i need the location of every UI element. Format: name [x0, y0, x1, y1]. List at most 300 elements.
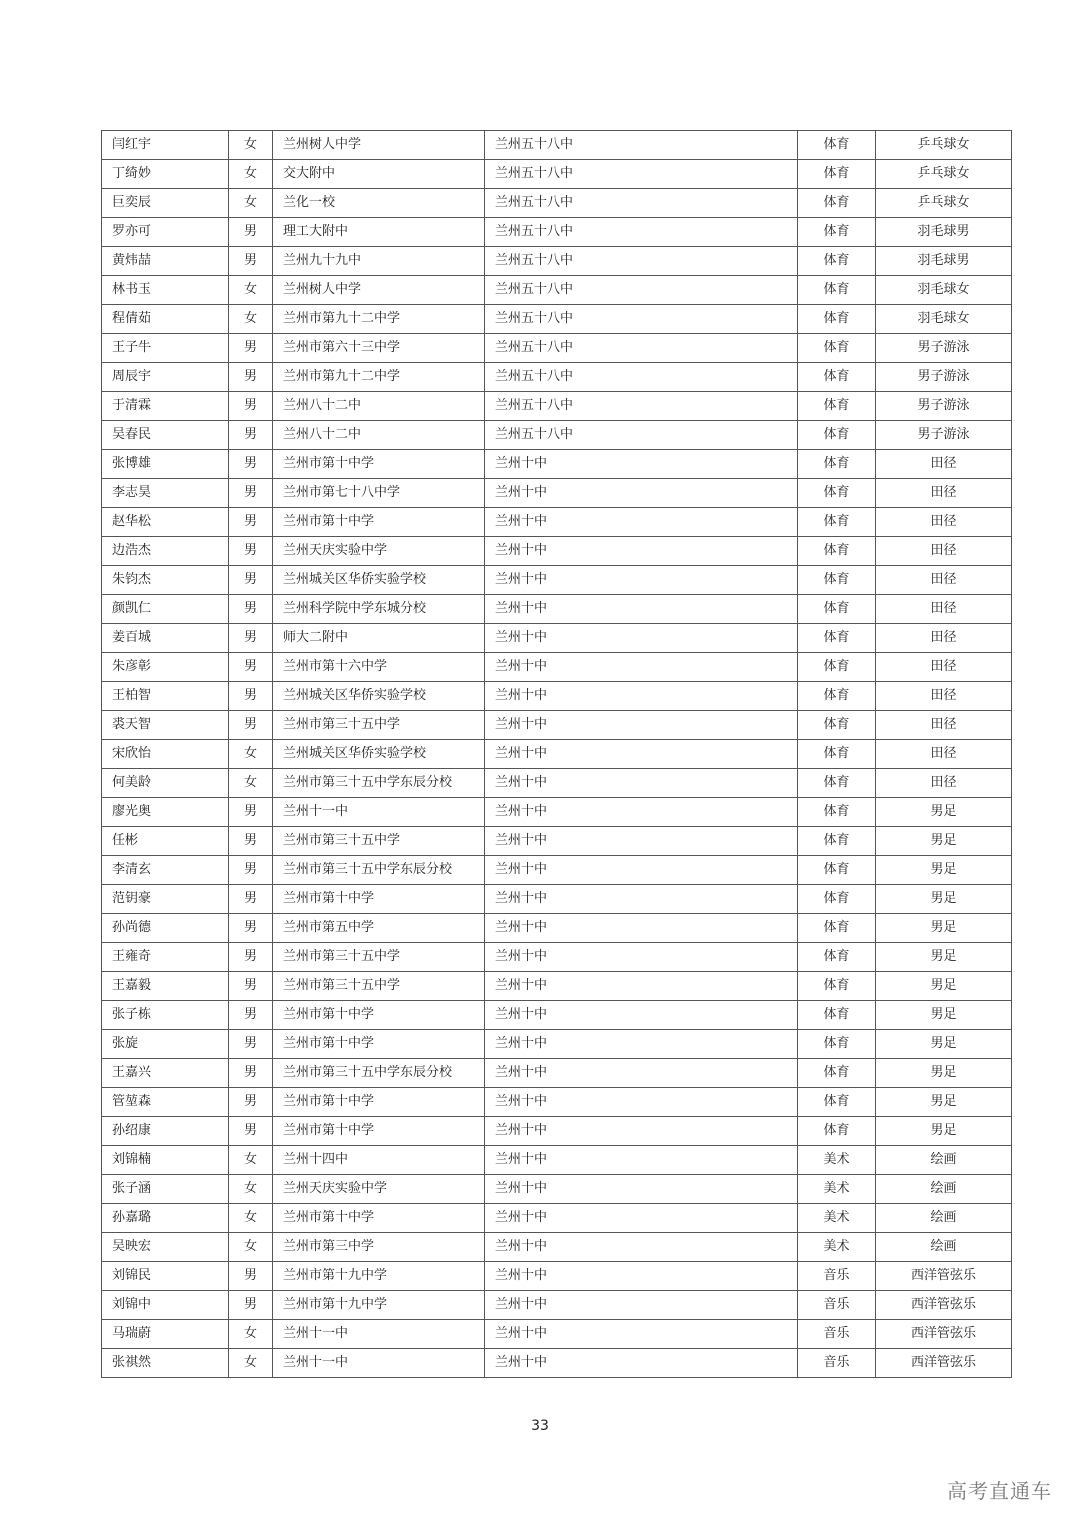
admitted-school-cell: 兰州十中	[485, 624, 798, 653]
origin-school-cell: 兰州市第三十五中学	[273, 972, 485, 1001]
gender-cell: 男	[229, 334, 273, 363]
origin-school-cell: 兰州市第三十五中学	[273, 827, 485, 856]
gender-cell: 男	[229, 856, 273, 885]
table-row	[102, 1349, 1012, 1378]
name-cell: 吴春民	[102, 421, 229, 450]
gender-cell: 女	[229, 1349, 273, 1378]
origin-school-cell: 兰州十一中	[273, 1349, 485, 1378]
specialty-cell: 田径	[876, 450, 1012, 479]
specialty-cell: 田径	[876, 479, 1012, 508]
name-cell: 马瑞蔚	[102, 1320, 229, 1349]
table-row	[102, 653, 1012, 682]
admitted-school-cell: 兰州十中	[485, 769, 798, 798]
origin-school-cell: 兰州市第三十五中学	[273, 943, 485, 972]
category-cell: 体育	[798, 682, 876, 711]
watermark-text: 高考直通车	[947, 1479, 1052, 1503]
category-cell: 体育	[798, 508, 876, 537]
gender-cell: 女	[229, 276, 273, 305]
table-row	[102, 856, 1012, 885]
origin-school-cell: 兰州树人中学	[273, 276, 485, 305]
table-row	[102, 1291, 1012, 1320]
gender-cell: 女	[229, 1320, 273, 1349]
origin-school-cell: 兰州市第十中学	[273, 450, 485, 479]
admitted-school-cell: 兰州十中	[485, 1001, 798, 1030]
name-cell: 闫红宇	[102, 131, 229, 160]
table-row	[102, 537, 1012, 566]
category-cell: 美术	[798, 1146, 876, 1175]
table-row	[102, 740, 1012, 769]
category-cell: 体育	[798, 1088, 876, 1117]
specialty-cell: 西洋管弦乐	[876, 1320, 1012, 1349]
admitted-school-cell: 兰州十中	[485, 653, 798, 682]
admitted-school-cell: 兰州十中	[485, 798, 798, 827]
admitted-school-cell: 兰州十中	[485, 1349, 798, 1378]
origin-school-cell: 兰州市第三中学	[273, 1233, 485, 1262]
specialty-cell: 田径	[876, 537, 1012, 566]
gender-cell: 男	[229, 682, 273, 711]
gender-cell: 男	[229, 247, 273, 276]
table-row	[102, 943, 1012, 972]
admitted-school-cell: 兰州十中	[485, 1262, 798, 1291]
specialty-cell: 羽毛球女	[876, 305, 1012, 334]
origin-school-cell: 兰化一校	[273, 189, 485, 218]
table-row	[102, 1059, 1012, 1088]
name-cell: 张旋	[102, 1030, 229, 1059]
table-row	[102, 1117, 1012, 1146]
origin-school-cell: 兰州市第五中学	[273, 914, 485, 943]
origin-school-cell: 兰州市第三十五中学东辰分校	[273, 1059, 485, 1088]
origin-school-cell: 兰州市第三十五中学东辰分校	[273, 769, 485, 798]
origin-school-cell: 兰州八十二中	[273, 392, 485, 421]
category-cell: 体育	[798, 653, 876, 682]
specialty-cell: 男足	[876, 1059, 1012, 1088]
specialty-cell: 田径	[876, 711, 1012, 740]
name-cell: 林书玉	[102, 276, 229, 305]
name-cell: 张子栋	[102, 1001, 229, 1030]
table-row	[102, 1146, 1012, 1175]
gender-cell: 男	[229, 624, 273, 653]
category-cell: 体育	[798, 1001, 876, 1030]
gender-cell: 男	[229, 885, 273, 914]
origin-school-cell: 兰州天庆实验中学	[273, 537, 485, 566]
gender-cell: 男	[229, 1059, 273, 1088]
name-cell: 丁绮妙	[102, 160, 229, 189]
table-row	[102, 624, 1012, 653]
origin-school-cell: 兰州十四中	[273, 1146, 485, 1175]
gender-cell: 男	[229, 508, 273, 537]
name-cell: 廖光奥	[102, 798, 229, 827]
gender-cell: 男	[229, 943, 273, 972]
gender-cell: 男	[229, 450, 273, 479]
name-cell: 管堃森	[102, 1088, 229, 1117]
origin-school-cell: 兰州城关区华侨实验学校	[273, 566, 485, 595]
category-cell: 体育	[798, 276, 876, 305]
gender-cell: 女	[229, 1233, 273, 1262]
origin-school-cell: 兰州八十二中	[273, 421, 485, 450]
table-row	[102, 189, 1012, 218]
admitted-school-cell: 兰州十中	[485, 450, 798, 479]
specialty-cell: 田径	[876, 740, 1012, 769]
name-cell: 刘锦楠	[102, 1146, 229, 1175]
admitted-school-cell: 兰州五十八中	[485, 218, 798, 247]
table-row	[102, 798, 1012, 827]
category-cell: 美术	[798, 1175, 876, 1204]
specialty-cell: 男足	[876, 1088, 1012, 1117]
origin-school-cell: 兰州九十九中	[273, 247, 485, 276]
table-row	[102, 682, 1012, 711]
table-row	[102, 885, 1012, 914]
category-cell: 体育	[798, 131, 876, 160]
admitted-school-cell: 兰州十中	[485, 682, 798, 711]
admitted-school-cell: 兰州五十八中	[485, 334, 798, 363]
origin-school-cell: 兰州市第三十五中学	[273, 711, 485, 740]
admitted-school-cell: 兰州十中	[485, 1320, 798, 1349]
gender-cell: 女	[229, 305, 273, 334]
table-row	[102, 160, 1012, 189]
gender-cell: 男	[229, 1088, 273, 1117]
category-cell: 音乐	[798, 1262, 876, 1291]
name-cell: 李志昊	[102, 479, 229, 508]
specialty-cell: 男足	[876, 798, 1012, 827]
name-cell: 王雍奇	[102, 943, 229, 972]
admitted-school-cell: 兰州五十八中	[485, 189, 798, 218]
admitted-school-cell: 兰州十中	[485, 1291, 798, 1320]
origin-school-cell: 兰州市第九十二中学	[273, 305, 485, 334]
origin-school-cell: 兰州市第十九中学	[273, 1291, 485, 1320]
category-cell: 美术	[798, 1233, 876, 1262]
name-cell: 张博雄	[102, 450, 229, 479]
origin-school-cell: 兰州十一中	[273, 1320, 485, 1349]
name-cell: 于清霖	[102, 392, 229, 421]
category-cell: 体育	[798, 943, 876, 972]
category-cell: 体育	[798, 247, 876, 276]
admitted-school-cell: 兰州十中	[485, 566, 798, 595]
table-row	[102, 450, 1012, 479]
specialty-cell: 乒乓球女	[876, 131, 1012, 160]
name-cell: 巨奕辰	[102, 189, 229, 218]
category-cell: 体育	[798, 450, 876, 479]
category-cell: 体育	[798, 1030, 876, 1059]
table-row	[102, 508, 1012, 537]
name-cell: 罗亦可	[102, 218, 229, 247]
specialty-cell: 男足	[876, 1117, 1012, 1146]
specialty-cell: 羽毛球男	[876, 247, 1012, 276]
admitted-school-cell: 兰州十中	[485, 972, 798, 1001]
specialty-cell: 田径	[876, 653, 1012, 682]
category-cell: 体育	[798, 885, 876, 914]
table-row	[102, 276, 1012, 305]
specialty-cell: 西洋管弦乐	[876, 1262, 1012, 1291]
table-row	[102, 595, 1012, 624]
table-row	[102, 1320, 1012, 1349]
name-cell: 黄炜喆	[102, 247, 229, 276]
specialty-cell: 羽毛球女	[876, 276, 1012, 305]
gender-cell: 男	[229, 1262, 273, 1291]
gender-cell: 女	[229, 1175, 273, 1204]
table-row	[102, 363, 1012, 392]
name-cell: 张祺然	[102, 1349, 229, 1378]
specialty-cell: 男子游泳	[876, 421, 1012, 450]
admitted-school-cell: 兰州十中	[485, 1088, 798, 1117]
gender-cell: 男	[229, 421, 273, 450]
origin-school-cell: 交大附中	[273, 160, 485, 189]
specialty-cell: 绘画	[876, 1204, 1012, 1233]
admitted-school-cell: 兰州十中	[485, 1204, 798, 1233]
category-cell: 体育	[798, 189, 876, 218]
specialty-cell: 男足	[876, 1001, 1012, 1030]
name-cell: 任彬	[102, 827, 229, 856]
gender-cell: 男	[229, 827, 273, 856]
gender-cell: 男	[229, 595, 273, 624]
table-row	[102, 1233, 1012, 1262]
name-cell: 孙尚德	[102, 914, 229, 943]
category-cell: 体育	[798, 827, 876, 856]
admitted-school-cell: 兰州五十八中	[485, 247, 798, 276]
gender-cell: 男	[229, 392, 273, 421]
specialty-cell: 男足	[876, 972, 1012, 1001]
gender-cell: 女	[229, 1146, 273, 1175]
category-cell: 体育	[798, 740, 876, 769]
gender-cell: 男	[229, 711, 273, 740]
specialty-cell: 男足	[876, 943, 1012, 972]
admitted-school-cell: 兰州五十八中	[485, 305, 798, 334]
origin-school-cell: 师大二附中	[273, 624, 485, 653]
name-cell: 朱彦彰	[102, 653, 229, 682]
category-cell: 体育	[798, 1059, 876, 1088]
origin-school-cell: 兰州市第十中学	[273, 885, 485, 914]
gender-cell: 男	[229, 653, 273, 682]
name-cell: 赵华松	[102, 508, 229, 537]
name-cell: 边浩杰	[102, 537, 229, 566]
table-row	[102, 827, 1012, 856]
origin-school-cell: 兰州市第七十八中学	[273, 479, 485, 508]
name-cell: 裘天智	[102, 711, 229, 740]
specialty-cell: 田径	[876, 595, 1012, 624]
origin-school-cell: 兰州市第三十五中学东辰分校	[273, 856, 485, 885]
table-row	[102, 1030, 1012, 1059]
gender-cell: 男	[229, 218, 273, 247]
admitted-school-cell: 兰州十中	[485, 1175, 798, 1204]
category-cell: 体育	[798, 595, 876, 624]
specialty-cell: 男足	[876, 856, 1012, 885]
specialty-cell: 男足	[876, 914, 1012, 943]
gender-cell: 男	[229, 914, 273, 943]
admitted-school-cell: 兰州五十八中	[485, 392, 798, 421]
category-cell: 美术	[798, 1204, 876, 1233]
table-row	[102, 711, 1012, 740]
origin-school-cell: 兰州市第六十三中学	[273, 334, 485, 363]
specialty-cell: 男足	[876, 827, 1012, 856]
category-cell: 体育	[798, 914, 876, 943]
name-cell: 孙绍康	[102, 1117, 229, 1146]
gender-cell: 男	[229, 1291, 273, 1320]
admitted-school-cell: 兰州十中	[485, 914, 798, 943]
category-cell: 体育	[798, 856, 876, 885]
origin-school-cell: 兰州市第十九中学	[273, 1262, 485, 1291]
admitted-school-cell: 兰州十中	[485, 740, 798, 769]
category-cell: 体育	[798, 218, 876, 247]
category-cell: 体育	[798, 334, 876, 363]
name-cell: 何美龄	[102, 769, 229, 798]
origin-school-cell: 兰州市第十中学	[273, 1117, 485, 1146]
table-row	[102, 131, 1012, 160]
specialty-cell: 男子游泳	[876, 334, 1012, 363]
table-row	[102, 769, 1012, 798]
specialty-cell: 田径	[876, 566, 1012, 595]
name-cell: 刘锦民	[102, 1262, 229, 1291]
category-cell: 体育	[798, 624, 876, 653]
name-cell: 王嘉兴	[102, 1059, 229, 1088]
table-row	[102, 421, 1012, 450]
category-cell: 体育	[798, 392, 876, 421]
origin-school-cell: 兰州市第十中学	[273, 1088, 485, 1117]
specialty-cell: 乒乓球女	[876, 160, 1012, 189]
name-cell: 宋欣怡	[102, 740, 229, 769]
admitted-school-cell: 兰州十中	[485, 885, 798, 914]
category-cell: 体育	[798, 479, 876, 508]
gender-cell: 女	[229, 740, 273, 769]
specialty-cell: 男子游泳	[876, 363, 1012, 392]
admitted-school-cell: 兰州十中	[485, 1117, 798, 1146]
admitted-school-cell: 兰州五十八中	[485, 131, 798, 160]
origin-school-cell: 兰州市第十中学	[273, 508, 485, 537]
name-cell: 王柏智	[102, 682, 229, 711]
name-cell: 范钥豪	[102, 885, 229, 914]
specialty-cell: 绘画	[876, 1175, 1012, 1204]
gender-cell: 女	[229, 769, 273, 798]
category-cell: 体育	[798, 769, 876, 798]
table-row	[102, 1001, 1012, 1030]
category-cell: 体育	[798, 305, 876, 334]
gender-cell: 男	[229, 363, 273, 392]
origin-school-cell: 兰州树人中学	[273, 131, 485, 160]
admitted-school-cell: 兰州十中	[485, 856, 798, 885]
specialty-cell: 田径	[876, 624, 1012, 653]
origin-school-cell: 兰州十一中	[273, 798, 485, 827]
gender-cell: 男	[229, 1001, 273, 1030]
specialty-cell: 乒乓球女	[876, 189, 1012, 218]
table-row	[102, 914, 1012, 943]
table-row	[102, 247, 1012, 276]
specialty-cell: 男足	[876, 1030, 1012, 1059]
gender-cell: 女	[229, 131, 273, 160]
admitted-school-cell: 兰州十中	[485, 1059, 798, 1088]
category-cell: 体育	[798, 537, 876, 566]
gender-cell: 男	[229, 479, 273, 508]
admitted-school-cell: 兰州十中	[485, 827, 798, 856]
gender-cell: 男	[229, 537, 273, 566]
table-row	[102, 566, 1012, 595]
specialty-cell: 田径	[876, 508, 1012, 537]
specialty-cell: 西洋管弦乐	[876, 1291, 1012, 1320]
name-cell: 颜凯仁	[102, 595, 229, 624]
table-row	[102, 305, 1012, 334]
origin-school-cell: 兰州市第十六中学	[273, 653, 485, 682]
gender-cell: 女	[229, 160, 273, 189]
category-cell: 体育	[798, 566, 876, 595]
category-cell: 音乐	[798, 1291, 876, 1320]
name-cell: 朱钧杰	[102, 566, 229, 595]
category-cell: 音乐	[798, 1349, 876, 1378]
table-row	[102, 1262, 1012, 1291]
name-cell: 张子涵	[102, 1175, 229, 1204]
origin-school-cell: 兰州市第九十二中学	[273, 363, 485, 392]
table-row	[102, 479, 1012, 508]
specialty-cell: 西洋管弦乐	[876, 1349, 1012, 1378]
origin-school-cell: 兰州市第十中学	[273, 1030, 485, 1059]
specialty-cell: 羽毛球男	[876, 218, 1012, 247]
origin-school-cell: 兰州天庆实验中学	[273, 1175, 485, 1204]
category-cell: 体育	[798, 711, 876, 740]
origin-school-cell: 兰州市第十中学	[273, 1001, 485, 1030]
specialty-cell: 男子游泳	[876, 392, 1012, 421]
admitted-school-cell: 兰州五十八中	[485, 276, 798, 305]
gender-cell: 男	[229, 566, 273, 595]
category-cell: 音乐	[798, 1320, 876, 1349]
page-number: 33	[531, 1418, 549, 1434]
gender-cell: 女	[229, 189, 273, 218]
origin-school-cell: 理工大附中	[273, 218, 485, 247]
admitted-school-cell: 兰州十中	[485, 943, 798, 972]
name-cell: 王子牛	[102, 334, 229, 363]
specialty-cell: 绘画	[876, 1233, 1012, 1262]
admitted-school-cell: 兰州十中	[485, 711, 798, 740]
origin-school-cell: 兰州市第十中学	[273, 1204, 485, 1233]
name-cell: 孙嘉璐	[102, 1204, 229, 1233]
gender-cell: 男	[229, 1030, 273, 1059]
admitted-school-cell: 兰州五十八中	[485, 160, 798, 189]
table-row	[102, 1175, 1012, 1204]
category-cell: 体育	[798, 798, 876, 827]
gender-cell: 女	[229, 1204, 273, 1233]
admitted-school-cell: 兰州十中	[485, 1233, 798, 1262]
name-cell: 程倩茹	[102, 305, 229, 334]
name-cell: 吴映宏	[102, 1233, 229, 1262]
admitted-school-cell: 兰州十中	[485, 537, 798, 566]
category-cell: 体育	[798, 363, 876, 392]
admitted-school-cell: 兰州五十八中	[485, 421, 798, 450]
name-cell: 李清玄	[102, 856, 229, 885]
category-cell: 体育	[798, 1117, 876, 1146]
specialty-cell: 田径	[876, 682, 1012, 711]
admitted-school-cell: 兰州十中	[485, 479, 798, 508]
origin-school-cell: 兰州城关区华侨实验学校	[273, 740, 485, 769]
name-cell: 王嘉毅	[102, 972, 229, 1001]
category-cell: 体育	[798, 160, 876, 189]
category-cell: 体育	[798, 972, 876, 1001]
admitted-school-cell: 兰州十中	[485, 508, 798, 537]
category-cell: 体育	[798, 421, 876, 450]
gender-cell: 男	[229, 798, 273, 827]
table-row	[102, 392, 1012, 421]
table-row	[102, 334, 1012, 363]
admitted-school-cell: 兰州十中	[485, 1030, 798, 1059]
gender-cell: 男	[229, 972, 273, 1001]
specialty-cell: 男足	[876, 885, 1012, 914]
name-cell: 姜百城	[102, 624, 229, 653]
table-row	[102, 1088, 1012, 1117]
admitted-school-cell: 兰州十中	[485, 595, 798, 624]
table-body	[102, 131, 1012, 1378]
gender-cell: 男	[229, 1117, 273, 1146]
table-row	[102, 218, 1012, 247]
admitted-school-cell: 兰州十中	[485, 1146, 798, 1175]
origin-school-cell: 兰州科学院中学东城分校	[273, 595, 485, 624]
table-row	[102, 1204, 1012, 1233]
name-cell: 刘锦中	[102, 1291, 229, 1320]
table-row	[102, 972, 1012, 1001]
admission-table	[101, 130, 1012, 1378]
